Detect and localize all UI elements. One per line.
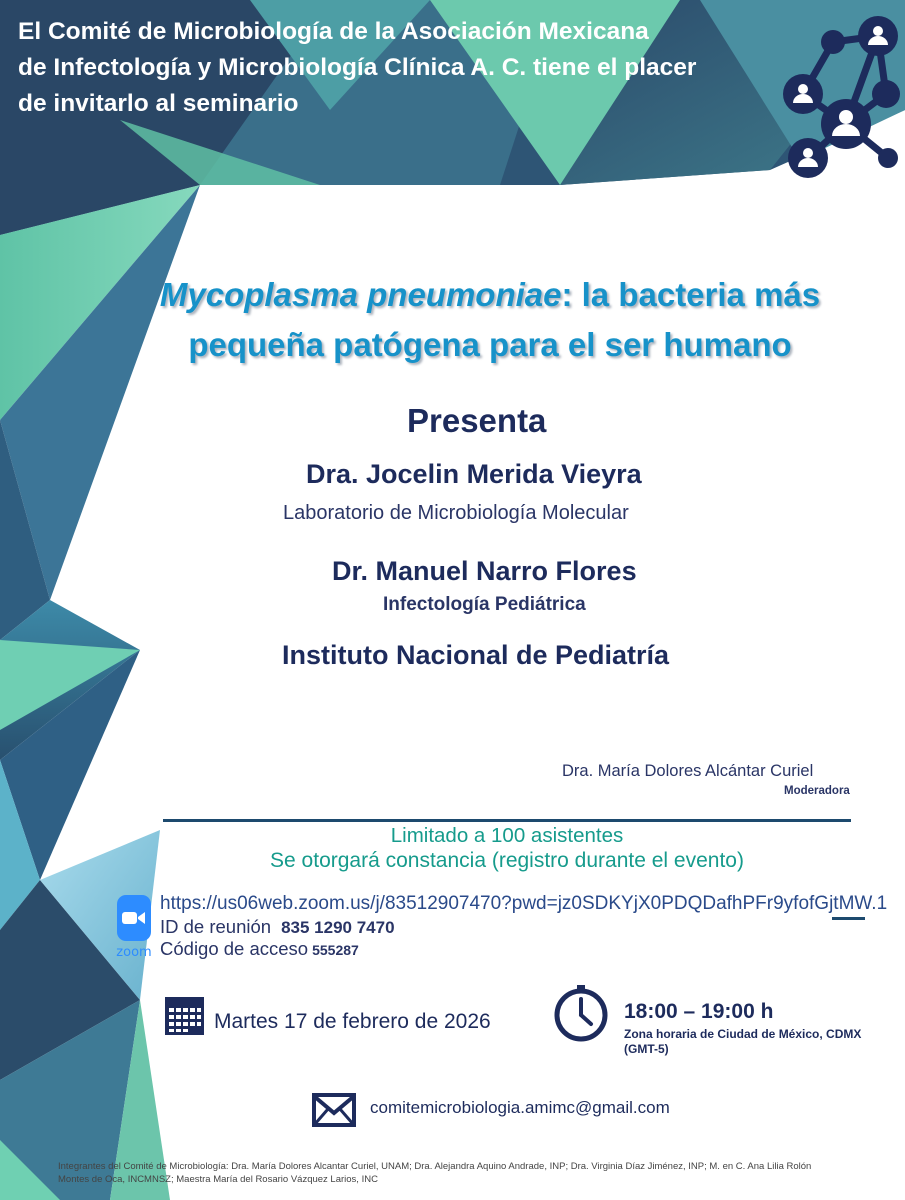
- timezone: [624, 1027, 861, 1057]
- seminar-title-line-1: [100, 276, 880, 314]
- divider: [163, 819, 851, 822]
- presenter-2-name: Dr. Manuel Narro Flores: [332, 556, 637, 586]
- network-people-icon: [778, 12, 902, 182]
- moderator-name: Dra. María Dolores Alcántar Curiel: [562, 762, 814, 780]
- calendar-icon: [165, 997, 204, 1035]
- timezone-line-1: Zona horaria de Ciudad de México, CDMX: [624, 1027, 862, 1041]
- zoom-link[interactable]: https://us06web.zoom.us/j/83512907470?pwd=jz0SDKYjX0PDQDafhPFr9yfofGjtMW.1: [160, 893, 888, 914]
- institute-name: Instituto Nacional de Pediatría: [282, 640, 670, 670]
- meeting-id-row: [160, 916, 395, 938]
- intro-text: [18, 14, 778, 122]
- meeting-id-value: 835 1290 7470: [281, 918, 395, 937]
- presenter-2-affiliation: Infectología Pediátrica: [383, 594, 586, 615]
- event-time: 18:00 – 19:00 h: [624, 1000, 774, 1023]
- clock-icon: [553, 984, 609, 1044]
- passcode-row: [160, 938, 359, 960]
- passcode-value: 555287: [312, 942, 359, 958]
- timezone-line-2: (GMT-5): [624, 1042, 669, 1056]
- title-rest: : la bacteria más: [561, 276, 821, 313]
- intro-line-1: El Comité de Microbiología de la Asociación Mexicana: [18, 18, 649, 45]
- members-line-2: Montes de Oca, INCMNSZ; Maestra María del Rosario Vázquez Larios, INC: [58, 1174, 378, 1185]
- passcode-label: Código de acceso: [160, 938, 309, 959]
- envelope-icon: [312, 1093, 356, 1127]
- zoom-logo: [114, 895, 154, 967]
- presenter-1-affiliation: Laboratorio de Microbiología Molecular: [283, 502, 629, 524]
- event-date: Martes 17 de febrero de 2026: [214, 1010, 491, 1033]
- zoom-camera-icon: [117, 895, 151, 941]
- zoom-logo-text: zoom: [116, 945, 152, 960]
- seminar-title-line-2: pequeña patógena para el ser humano: [188, 326, 792, 363]
- committee-members: [58, 1160, 905, 1186]
- members-line-1: Integrantes del Comité de Microbiología: Dra. María Dolores Alcantar Curiel, UNAM; Dra. Alejandra Aquino Andrade, INP; Dra. Virginia Díaz Jiménez, INP; M. en C. Ana Lilia Rolón: [58, 1161, 812, 1172]
- organism-name: Mycoplasma pneumoniae: [159, 276, 562, 313]
- contact-email[interactable]: comitemicrobiologia.amimc@gmail.com: [370, 1098, 670, 1117]
- intro-line-2: de Infectología y Microbiología Clínica A. C. tiene el placer: [18, 54, 697, 81]
- presenta-heading: Presenta: [407, 402, 547, 439]
- moderator-role: Moderadora: [784, 785, 850, 797]
- certificate-note: Se otorgará constancia (registro durante el evento): [270, 849, 744, 872]
- presenter-1-name: Dra. Jocelin Merida Vieyra: [306, 459, 642, 489]
- intro-line-3: de invitarlo al seminario: [18, 90, 299, 117]
- meeting-id-label: ID de reunión: [160, 916, 272, 937]
- attendee-limit: Limitado a 100 asistentes: [390, 824, 624, 847]
- link-underline: [832, 917, 865, 920]
